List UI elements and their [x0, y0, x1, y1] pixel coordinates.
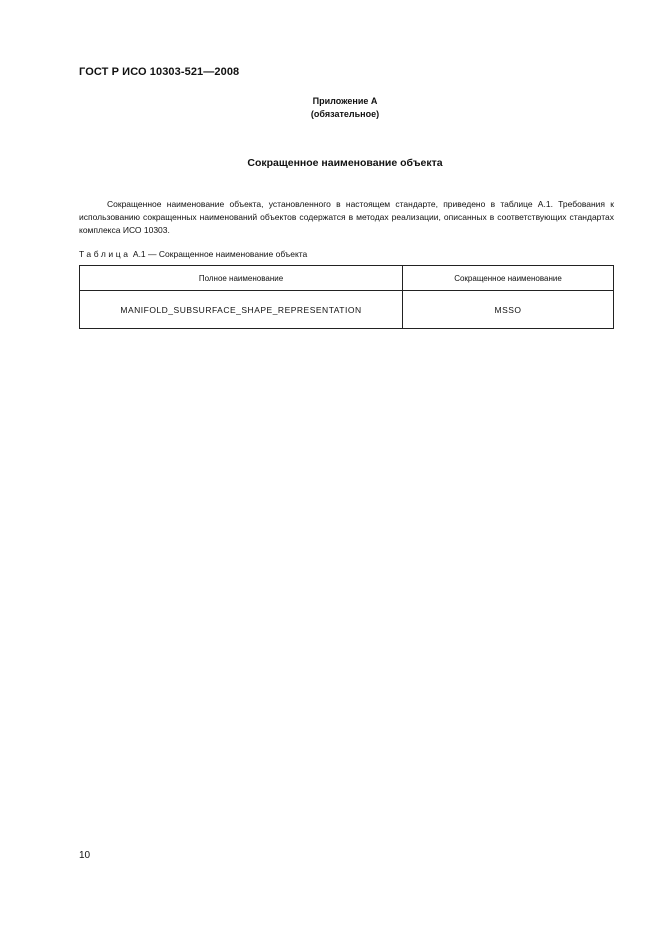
page-number: 10 [79, 850, 91, 861]
table-header-row [80, 266, 614, 291]
table-caption [79, 249, 307, 259]
table-caption-label: Таблица [79, 249, 131, 259]
column-header-full-name: Полное наименование [80, 266, 403, 291]
table-cell-full-name: MANIFOLD_SUBSURFACE_SHAPE_REPRESENTATION [80, 291, 403, 329]
body-paragraph: Сокращенное наименование объекта, установленного в настоящем стандарте, приведено в таблице А.1. Требования к использованию сокращенных наименований объектов содержатся в методах реализации, описанных в соответствующих стандартах комплекса ИСО 10303. [79, 199, 614, 235]
standard-code-header: ГОСТ Р ИСО 10303-521—2008 [79, 66, 240, 78]
annex-status: (обязательное) [310, 109, 380, 119]
annex-title: Приложение А [312, 96, 378, 106]
entity-name-table [79, 265, 614, 329]
table-cell-short-name: MSSO [403, 291, 614, 329]
table-row [80, 291, 614, 329]
table-caption-text: А.1 — Сокращенное наименование объекта [132, 249, 308, 259]
section-title: Сокращенное наименование объекта [247, 157, 443, 169]
column-header-short-name: Сокращенное наименование [403, 266, 614, 291]
